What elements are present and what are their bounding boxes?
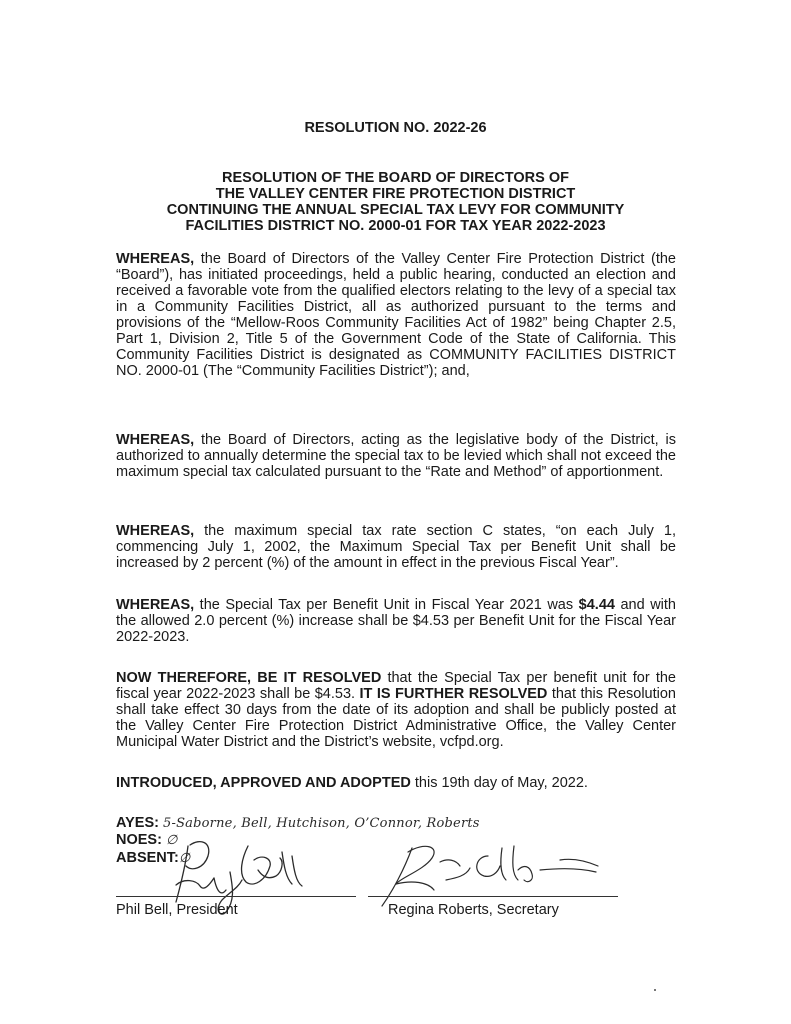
paragraph-lead: WHEREAS, [116, 597, 195, 613]
paragraph-lead: NOW THEREFORE, BE IT RESOLVED [116, 670, 382, 686]
paragraph-text: the Special Tax per Benefit Unit in Fiscal Year 2021 was [194, 597, 579, 613]
noes-handwritten: ∅ [165, 833, 178, 848]
title-line: RESOLUTION OF THE BOARD OF DIRECTORS OF [222, 170, 569, 186]
paragraph-text: and with the allowed 2.0 percent (%) increase shall be $4.53 per Benefit Unit for the Fiscal Year 2022-2023. [116, 597, 676, 645]
resolution-number: RESOLUTION NO. 2022-26 [304, 120, 487, 136]
absent-label: ABSENT: [116, 850, 179, 866]
title-line: FACILITIES DISTRICT NO. 2000-01 FOR TAX YEAR 2022-2023 [185, 218, 606, 234]
title-line: THE VALLEY CENTER FIRE PROTECTION DISTRICT [215, 186, 576, 202]
paragraph-text: the Board of Directors, acting as the legislative body of the District, is authorized to annually determine the special tax to be levied which shall not exceed the maximum special tax calculated pursuant to the “Rate and Method” of apportionment. [116, 432, 676, 480]
paragraph-text: this 19th day of May, 2022. [410, 775, 588, 791]
prior-tax-amount: $4.44 [578, 597, 615, 613]
paragraph-lead: WHEREAS, [116, 432, 195, 448]
paragraph-text: the Board of Directors of the Valley Center Fire Protection District (the “Board”), has initiated proceedings, held a public hearing, conducted an election and received a favorable vote from the qualified electors relating to the levy of a special tax in a Community Facilities District, all as authorized pursuant to the terms and provisions of the “Mellow-Roos Community Facilities Act of 1982” being Chapter 2.5, Part 1, Division 2, Title 5 of the Government Code of the State of California. This Community Facilities District is designated as COMMUNITY FACILITIES DISTRICT NO. 2000-01 (The “Community Facilities District”); and, [116, 251, 676, 379]
paragraph-lead-2: IT IS FURTHER RESOLVED [359, 686, 548, 702]
absent-handwritten: ∅ [178, 851, 191, 866]
signature-line-president [116, 896, 356, 897]
paragraph-text: that the Special Tax per benefit unit for the fiscal year 2022-2023 shall be $4.53. [116, 670, 676, 702]
scan-speck [654, 989, 656, 991]
president-name: Phil Bell, President [116, 902, 238, 918]
secretary-signature [382, 846, 598, 906]
ayes-handwritten: 5-Saborne, Bell, Hutchison, O’Connor, Roberts [163, 816, 480, 831]
title-line: CONTINUING THE ANNUAL SPECIAL TAX LEVY FOR COMMUNITY [166, 202, 625, 218]
secretary-name: Regina Roberts, Secretary [388, 902, 559, 918]
paragraph-lead: WHEREAS, [116, 523, 195, 539]
ayes-label: AYES: [116, 815, 159, 831]
paragraph-lead: INTRODUCED, APPROVED AND ADOPTED [116, 775, 411, 791]
signature-line-secretary [368, 896, 618, 897]
paragraph-lead: WHEREAS, [116, 251, 195, 267]
paragraph-text: the maximum special tax rate section C states, “on each July 1, commencing July 1, 2002, the Maximum Special Tax per Benefit Unit shall be increased by 2 percent (%) of the amount in effect in the previous Fiscal Year”. [116, 523, 676, 571]
noes-label: NOES: [116, 832, 162, 848]
paragraph-text: that this Resolution shall take effect 30 days from the date of its adoption and shall be publicly posted at the Valley Center Fire Protection District Administrative Office, the Valley Center Municipal Water District and the District’s website, vcfpd.org. [116, 686, 676, 750]
